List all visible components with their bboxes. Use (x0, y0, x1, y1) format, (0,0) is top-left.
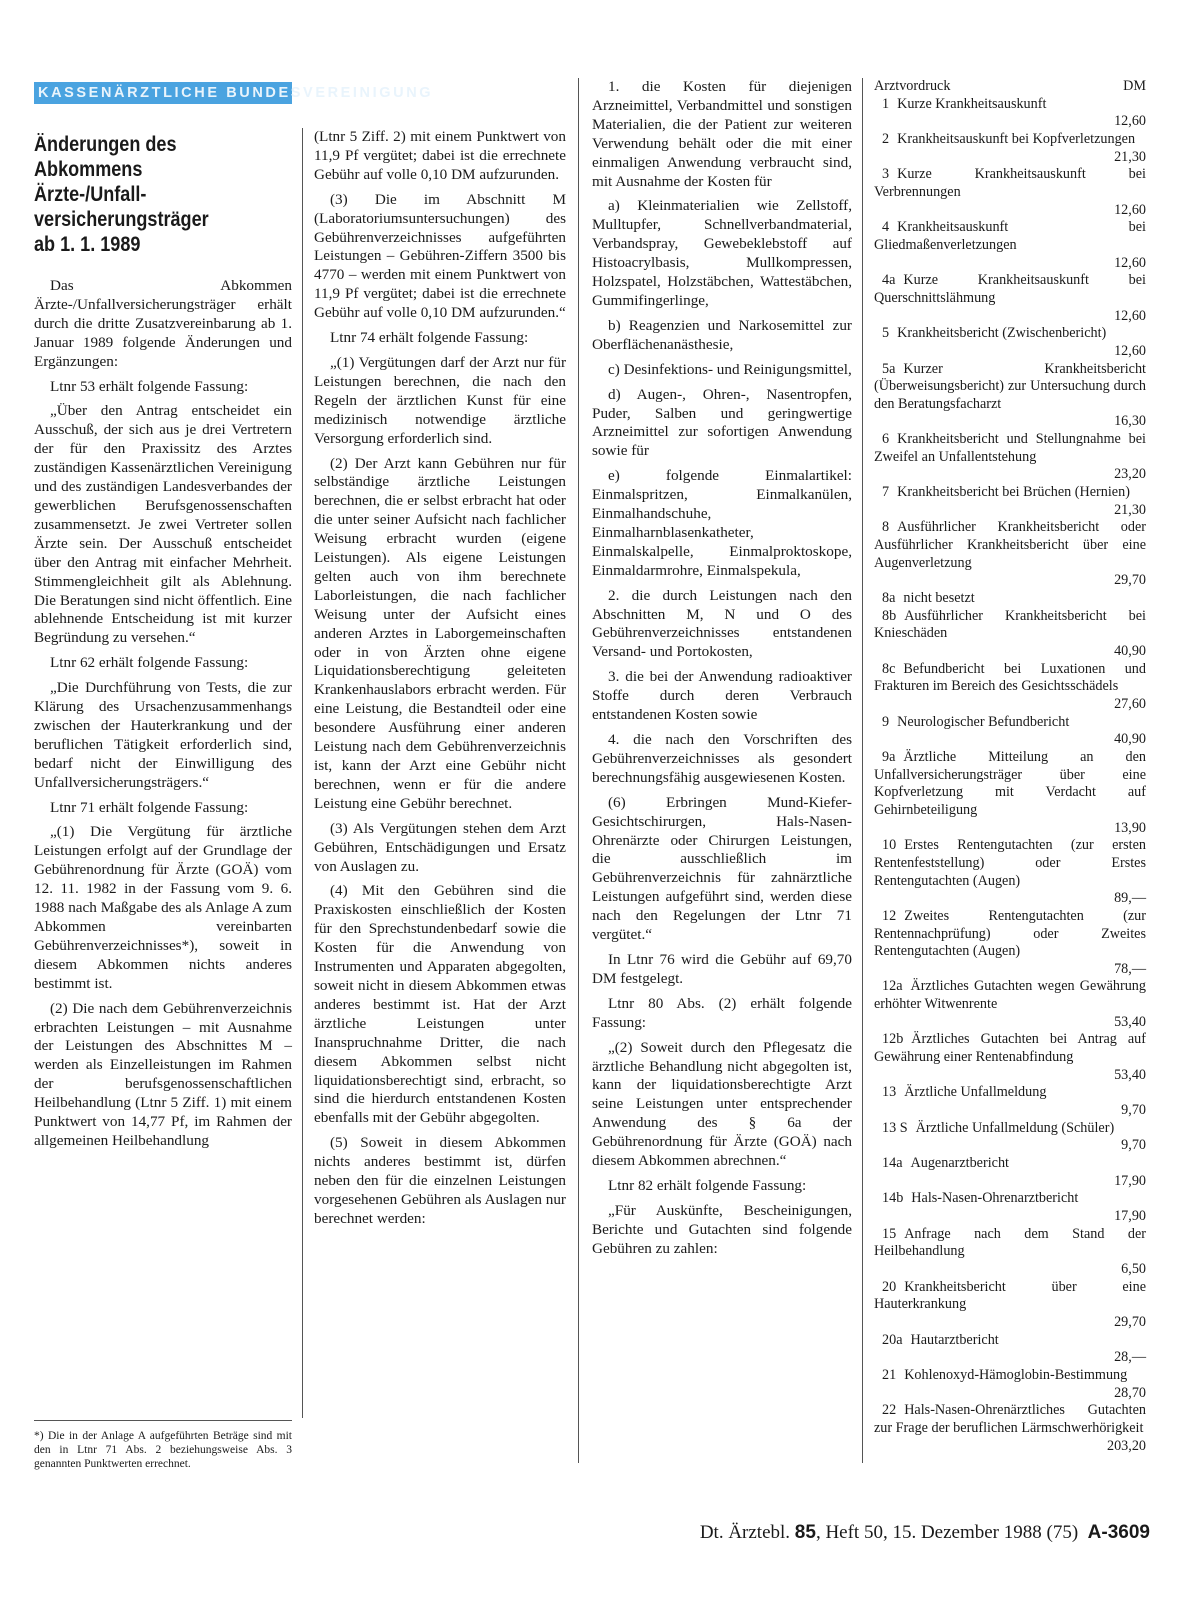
fee-code: 20 (882, 1278, 897, 1295)
paragraph: a) Kleinmaterialien wie Zellstoff, Mulltupfer, Schnellverbandmaterial, Verbandspray, Gewebeklebstoff auf Histoacrylbasis, Mullkompressen, Holzspatel, Holzstäbchen, Wattestäbchen, Gummifingerlinge, (592, 197, 852, 309)
fee-amount: 40,90 (1114, 731, 1146, 748)
fee-item (874, 431, 1146, 484)
fee-code: 14a (882, 1155, 903, 1172)
headline-line: versicherungsträger (34, 208, 209, 231)
fee-description: Neurologischer Befundbericht (897, 713, 1070, 730)
fee-description: Hals-Nasen-Ohrenärztliches Gutachten zur Frage der beruflichen Lärmschwerhörigkeit (874, 1402, 1146, 1436)
paragraph: c) Desinfektions- und Reinigungsmittel, (608, 360, 852, 378)
fee-amount: 53,40 (1114, 1066, 1146, 1083)
fee-amount: 21,30 (1114, 501, 1146, 518)
column-rule-2 (578, 78, 579, 1463)
fee-code: 7 (882, 484, 890, 501)
fee-description: Krankheitsbericht über eine Hauterkrankung (874, 1278, 1146, 1313)
column-2 (314, 128, 566, 1235)
fee-item (874, 1402, 1146, 1455)
fee-amount: 29,70 (1114, 1313, 1146, 1330)
fee-code: 12 (882, 907, 897, 924)
headline-line: Abkommens (34, 158, 143, 181)
paragraph: (2) Der Arzt kann Gebühren nur für selbständige ärztliche Leistungen berechnen, die er selbst erbracht hat oder die unter seiner Aufsicht nach fachlicher Weisung erbracht wurden (eigene Leistungen). Als eigene Leistungen gelten auch von ihm berechnete Laborleistungen, die nach fachlicher Weisung unter der Aufsicht eines anderen Arztes in Laborgemeinschaften oder in von Ärzten ohne eigene Liquidationsberechtigung geleiteten Krankenhauslabors erbracht werden. Für eine Leistung, die Bestandteil oder eine besondere Ausführung einer anderen Leistung nach dem Gebührenverzeichnis ist, kann der Arzt eine Gebühr nicht berechnen, wenn er für die andere Leistung eine Gebühr berechnet. (314, 454, 566, 812)
fee-item (874, 837, 1146, 908)
footnote: *) Die in der Anlage A aufgeführten Beträge sind mit den in Ltnr 71 Abs. 2 beziehungsweise Abs. 3 genannten Punktwerten errechnet. (34, 1420, 292, 1471)
paragraph: „(1) Vergütungen darf der Arzt nur für Leistungen berechnen, die nach den Regeln der ärztlichen Kunst für eine medizinisch notwendige ärztliche Versorgung erforderlich sind. (314, 353, 566, 447)
fee-amount: 17,90 (1114, 1172, 1146, 1189)
fee-code: 2 (882, 130, 890, 147)
page-number: A-3609 (1087, 1522, 1150, 1543)
fee-description: Kurze Krankheitsauskunft bei Verbrennungen (874, 166, 1146, 200)
headline-line: Ärzte-/Unfall- (34, 183, 147, 206)
fee-description: Zweites Rentengutachten (zur Rentennachprüfung) oder Zweites Rentengutachten (Augen) (874, 907, 1146, 960)
paragraph: (4) Mit den Gebühren sind die Praxiskosten einschließlich der Kosten für den Sprechstundenbedarf sowie die Kosten für die Anwendung von Instrumenten und Apparaten abgegolten, soweit nicht in diesem Abkommen etwas anderes bestimmt ist. Hat der Arzt ärztliche Leistungen unter Inanspruchnahme Dritter, die nach diesem Abkommen selbst nicht liquidationsberechtigt sind, erbracht, so sind die hierdurch entstandenen Kosten ebenfalls mit der Gebühr abgegolten. (314, 882, 566, 1127)
fee-item (874, 978, 1146, 1031)
paragraph: Das Abkommen Ärzte-/Unfallversicherungsträger erhält durch die dritte Zusatzvereinbarung ab 1. Januar 1989 folgende Änderungen und Ergänzungen: (34, 277, 292, 370)
fee-amount: 12,60 (1114, 254, 1146, 271)
paragraph: 1. die Kosten für diejenigen Arzneimittel, Verbandmittel und sonstigen Materialien, die der Patient zur weiteren Verwendung behält oder die mit einer einmaligen Anwendung verbraucht sind, mit Ausnahme der Kosten für (592, 78, 852, 190)
paragraph: (6) Erbringen Mund-Kiefer-Gesichtschirurgen, Hals-Nasen-Ohrenärzte oder Chirurgen Leistungen, die ausschließlich im Gebührenverzeichnis für zahnärztliche Leistungen aufgeführt sind, werden diese nach den Regelungen der Ltnr 71 vergütet.“ (592, 793, 852, 944)
fee-code: 14b (882, 1190, 904, 1207)
fee-description: Befundbericht bei Luxationen und Frakturen im Bereich des Gesichtsschädels (874, 660, 1146, 695)
fee-item (874, 1279, 1146, 1332)
fee-amount: 12,60 (1114, 307, 1146, 324)
fee-amount: 9,70 (1121, 1137, 1146, 1154)
fee-item (874, 749, 1146, 837)
fee-item (874, 166, 1146, 219)
paragraph: Ltnr 82 erhält folgende Fassung: (608, 1176, 807, 1194)
fee-description: Erstes Rentengutachten (zur ersten Rentenfeststellung) oder Erstes Rentengutachten (Augen) (874, 837, 1146, 889)
paragraph: 4. die nach den Vorschriften des Gebührenverzeichnisses als gesondert berechnungsfähig ausgewiesenen Kosten. (592, 731, 852, 786)
fee-description: Ärztliches Gutachten bei Antrag auf Gewährung einer Rentenabfindung (874, 1031, 1146, 1066)
column-rule-3 (862, 78, 863, 1463)
fee-code: 5 (882, 325, 890, 342)
fee-amount: 6,50 (1121, 1260, 1146, 1277)
fee-description: nicht besetzt (903, 590, 975, 607)
fee-code: 3 (882, 166, 890, 183)
fee-item (874, 590, 1146, 608)
fee-code: 22 (882, 1402, 897, 1419)
fee-amount: 12,60 (1114, 113, 1146, 130)
paragraph: b) Reagenzien und Narkosemittel zur Oberflächenanästhesie, (592, 316, 852, 353)
paragraph: „Für Auskünfte, Bescheinigungen, Berichte und Gutachten sind folgende Gebühren zu zahlen: (592, 1201, 852, 1257)
paragraph: „(1) Die Vergütung für ärztliche Leistungen erfolgt auf der Grundlage der Gebührenordnung für Ärzte (GOÄ) vom 12. 11. 1982 in der Fassung vom 9. 6. 1988 nach Maßgabe des als Anlage A zum Abkommen vereinbarten Gebührenverzeichnisses*), soweit in diesem Abkommen nichts anderes bestimmt ist. (34, 823, 292, 992)
paragraph: Ltnr 71 erhält folgende Fassung: (50, 798, 249, 816)
paragraph: 3. die bei der Anwendung radioaktiver Stoffe durch deren Verbrauch entstandenen Kosten sowie (592, 668, 852, 724)
fee-item (874, 361, 1146, 432)
fee-description: Kohlenoxyd-Hämoglobin-Bestimmung (904, 1366, 1128, 1383)
paragraph: „Die Durchführung von Tests, die zur Klärung des Ursachenzusammenhangs zwischen der Hauterkrankung und der beruflichen Tätigkeit erforderlich sind, bedarf nicht der Einwilligung des Unfallversicherungsträgers.“ (34, 679, 292, 791)
fee-header-form: Arztvordruck (874, 78, 951, 94)
fee-description: Hals-Nasen-Ohrenarztbericht (911, 1190, 1079, 1207)
fee-code: 5a (882, 360, 896, 377)
fee-description: Kurze Krankheitsauskunft bei Querschnittslähmung (874, 272, 1146, 306)
fee-code: 15 (882, 1225, 897, 1242)
paragraph: (Ltnr 5 Ziff. 2) mit einem Punktwert von 11,9 Pf vergütet; dabei ist die errechnete Gebühr auf volle 0,10 DM aufzurunden. (314, 128, 566, 183)
journal-name: Dt. Ärztebl. (699, 1522, 791, 1543)
fee-amount: 27,60 (1114, 695, 1146, 712)
paragraph: Ltnr 53 erhält folgende Fassung: (50, 377, 249, 395)
fee-amount: 28,— (1114, 1349, 1146, 1366)
fee-code: 6 (882, 431, 890, 448)
fee-item (874, 908, 1146, 979)
fee-header-currency: DM (1123, 78, 1146, 94)
paragraph: Ltnr 62 erhält folgende Fassung: (50, 654, 249, 672)
fee-amount: 16,30 (1114, 413, 1146, 430)
paragraph: „(2) Soweit durch den Pflegesatz die ärztliche Behandlung nicht abgegolten ist, kann der liquidationsberechtigte Arzt seine Leistungen unter entsprechender Anwendung des § 6a der Gebührenordnung für Ärzte (GOÄ) nach diesem Abkommen abrechnen.“ (592, 1038, 852, 1170)
paragraph: d) Augen-, Ohren-, Nasentropfen, Puder, Salben und geringwertige Arzneimittel zur sofortigen Anwendung sowie für (592, 385, 852, 460)
fee-amount: 9,70 (1121, 1102, 1146, 1119)
fee-description: Ärztliche Unfallmeldung (Schüler) (915, 1119, 1115, 1136)
fee-schedule-header (874, 78, 1146, 96)
fee-item (874, 325, 1146, 360)
fee-code: 12a (882, 978, 903, 995)
paragraph: (2) Die nach dem Gebührenverzeichnis erbrachten Leistungen – mit Ausnahme der Leistungen des Abschnittes M – werden als Einzelleistungen im Rahmen der berufsgenossenschaftlichen Heilbehandlung (Ltnr 5 Ziff. 1) mit einem Punktwert von 14,77 Pf, im Rahmen der allgemeinen Heilbehandlung (34, 999, 292, 1149)
fee-item (874, 1155, 1146, 1190)
fee-code: 20a (882, 1331, 903, 1348)
fee-code: 9 (882, 713, 890, 730)
fee-description: Anfrage nach dem Stand der Heilbehandlung (874, 1225, 1146, 1260)
fee-description: Kurze Krankheitsauskunft (897, 95, 1047, 112)
paragraph: (5) Soweit in diesem Abkommen nichts anderes bestimmt ist, dürfen neben den für die einzelnen Leistungen vorgesehenen Gebühren als Auslagen nur berechnet werden: (314, 1134, 566, 1227)
fee-code: 8b (882, 607, 897, 624)
fee-description: Krankheitsbericht bei Brüchen (Hernien) (897, 484, 1130, 501)
paragraph: (3) Die im Abschnitt M (Laboratoriumsuntersuchungen) des Gebührenverzeichnisses aufgeführten Leistungen – Gebühren-Ziffern 3500 bis 4770 – werden mit einem Punktwert von 11,9 Pf vergütet; dabei ist die errechnete Gebühr auf volle 0,10 DM aufzurunden.“ (314, 190, 566, 322)
column-3 (592, 78, 852, 1265)
fee-description: Augenarztbericht (910, 1155, 1009, 1172)
paragraph: „Über den Antrag entscheidet ein Ausschuß, der sich aus je drei Vertretern der für den Praxissitz des Arztes zuständigen Kassenärztlichen Vereinigung und des zuständigen Landesverbandes der gewerblichen Berufsgenossenschaften zusammensetzt. Je zwei Vertreter sollen Ärzte sein. Der Ausschuß entscheidet über den Antrag mit einfacher Mehrheit. Stimmengleichheit gilt als Ablehnung. Die Beratungen sind nicht öffentlich. Eine ablehnende Entscheidung ist mit kurzer Begründung zu versehen.“ (34, 402, 292, 647)
fee-item (874, 1120, 1146, 1155)
paragraph: Ltnr 80 Abs. (2) erhält folgende Fassung: (592, 994, 852, 1031)
fee-amount: 78,— (1114, 960, 1146, 977)
fee-amount: 17,90 (1114, 1208, 1146, 1224)
fee-item (874, 131, 1146, 166)
fee-amount: 21,30 (1114, 148, 1146, 165)
fee-amount: 203,20 (1106, 1437, 1146, 1454)
fee-code: 13 (882, 1084, 897, 1101)
fee-description: Kurzer Krankheitsbericht (Überweisungsbericht) zur Untersuchung durch den Beratungsfacharzt (874, 360, 1146, 412)
fee-item (874, 96, 1146, 131)
fee-item (874, 1031, 1146, 1084)
fee-item (874, 1367, 1146, 1402)
fee-item (874, 661, 1146, 714)
fee-amount: 40,90 (1114, 643, 1146, 659)
fee-description: Ausführlicher Krankheitsbericht oder Ausführlicher Krankheitsbericht über eine Augenverletzung (874, 519, 1146, 571)
fee-amount: 28,70 (1114, 1384, 1146, 1401)
fee-description: Ärztliche Unfallmeldung (904, 1084, 1047, 1101)
fee-item (874, 1084, 1146, 1119)
paragraph: In Ltnr 76 wird die Gebühr auf 69,70 DM festgelegt. (592, 950, 852, 987)
fee-item (874, 219, 1146, 272)
fee-list (874, 96, 1146, 1456)
paragraph: (3) Als Vergütungen stehen dem Arzt Gebühren, Entschädigungen und Ersatz von Auslagen zu. (314, 819, 566, 875)
fee-code: 12b (882, 1031, 904, 1048)
fee-description: Krankheitsbericht (Zwischenbericht) (897, 325, 1107, 342)
fee-code: 8 (882, 519, 890, 536)
fee-code: 21 (882, 1366, 897, 1383)
fee-item (874, 484, 1146, 519)
page-footer (590, 1522, 1150, 1544)
fee-code: 10 (882, 837, 897, 854)
fee-code: 13 S (882, 1119, 908, 1136)
column-rule-1 (302, 128, 303, 1418)
fee-code: 9a (882, 748, 896, 765)
fee-item (874, 272, 1146, 325)
fee-item (874, 1226, 1146, 1279)
fee-code: 4 (882, 219, 890, 236)
fee-code: 4a (882, 272, 896, 289)
fee-item (874, 519, 1146, 590)
issue-info: , Heft 50, 15. Dezember 1988 (75) (815, 1522, 1079, 1543)
paragraph: e) folgende Einmalartikel: Einmalspritzen, Einmalkanülen, Einmalhandschuhe, Einmalharnblasenkatheter, Einmalskalpelle, Einmalproktoskope, Einmaldarmrohre, Einmalspekula, (592, 467, 852, 579)
fee-description: Krankheitsauskunft bei Gliedmaßenverletzungen (874, 219, 1146, 253)
paragraph: 2. die durch Leistungen nach den Abschnitten M, N und O des Gebührenverzeichnisses entstandenen Versand- und Portokosten, (592, 586, 852, 661)
fee-code: 8a (882, 590, 896, 607)
fee-item (874, 608, 1146, 661)
fee-description: Ärztliche Mitteilung an den Unfallversicherungsträger über eine Kopfverletzung mit Verdacht auf Gehirnbeteiligung (874, 748, 1146, 818)
fee-description: Krankheitsbericht und Stellungnahme bei Zweifel an Unfallentstehung (874, 431, 1146, 465)
fee-amount: 12,60 (1114, 201, 1146, 218)
headline-line: ab 1. 1. 1989 (34, 233, 141, 256)
fee-description: Ärztliches Gutachten wegen Gewährung erhöhter Witwenrente (874, 978, 1146, 1013)
section-banner: KASSENÄRZTLICHE BUNDESVEREINIGUNG (34, 82, 292, 104)
fee-description: Ausführlicher Krankheitsbericht bei Knieschäden (874, 607, 1146, 642)
paragraph: Ltnr 74 erhält folgende Fassung: (330, 329, 529, 347)
fee-amount: 89,— (1114, 890, 1146, 907)
fee-item (874, 1190, 1146, 1225)
fee-amount: 12,60 (1114, 342, 1146, 359)
fee-amount: 13,90 (1114, 819, 1146, 836)
fee-description: Hautarztbericht (910, 1331, 999, 1348)
fee-description: Krankheitsauskunft bei Kopfverletzungen (897, 130, 1136, 147)
article-headline (34, 132, 292, 257)
journal-volume: 85 (794, 1522, 816, 1543)
fee-code: 1 (882, 95, 890, 112)
fee-item (874, 1332, 1146, 1367)
fee-amount: 53,40 (1114, 1013, 1146, 1030)
fee-amount: 29,70 (1114, 572, 1146, 589)
fee-schedule (874, 78, 1146, 1455)
headline-line: Änderungen des (34, 133, 177, 156)
fee-item (874, 714, 1146, 749)
fee-code: 8c (882, 660, 896, 677)
fee-amount: 23,20 (1114, 466, 1146, 483)
